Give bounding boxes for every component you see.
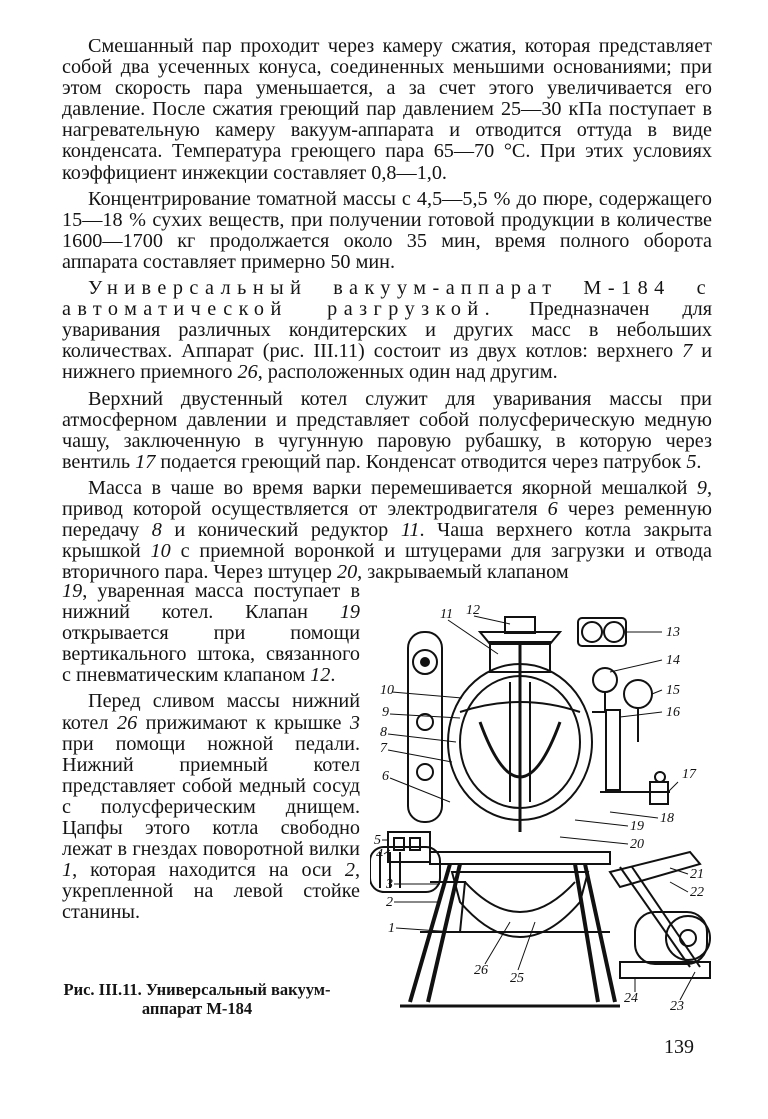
figure-label: 24: [624, 991, 638, 1006]
figure-label: 12: [466, 603, 480, 618]
figure-label: 4: [376, 847, 383, 862]
paragraph-mixing-continued: 19, уваренная масса поступает в нижний котел. Клапан 19 открывается при помощи вертикального штока, связанного с пневматическим клапаном 12.: [62, 580, 360, 687]
figure-wrap-region: [62, 478, 712, 583]
figure-label: 7: [380, 741, 387, 756]
vacuum-gauge: [624, 680, 652, 708]
figure-label: 18: [660, 811, 674, 826]
lower-boiler: [452, 872, 588, 937]
figure-label: 14: [666, 653, 680, 668]
figure-label: 17: [682, 767, 696, 782]
figure-label: 10: [380, 683, 394, 698]
figure-label: 25: [510, 971, 524, 986]
figure-label: 20: [630, 837, 644, 852]
gauge-left: [582, 622, 602, 642]
figure-label: 13: [666, 625, 680, 640]
gauge-right: [604, 622, 624, 642]
figure-label: 3: [386, 877, 393, 892]
figure-label: 2: [386, 895, 393, 910]
figure-caption: Рис. III.11. Универсальный вакуум-аппарат М-184: [63, 980, 331, 1018]
figure-label: 19: [630, 819, 644, 834]
figure-label: 11: [440, 607, 453, 622]
paragraph-universal-apparatus: Универсальный вакуум-аппарат М-184 с автоматической разгрузкой. Предназначен для уваривания различных кондитерских и других масс в небольших количествах. Аппарат (рис. III.11) состоит из двух котлов: верхнего 7 и нижнего приемного 26, расположенных один над другим.: [62, 277, 712, 384]
figure-label: 1: [388, 921, 395, 936]
vacuum-apparatus-figure: [370, 602, 730, 1022]
paragraph-mixing: Масса в чаше во время варки перемешивается якорной мешалкой 9, привод которой осуществляется от электродвигателя 6 через ременную передачу 8 и конический редуктор 11. Чаша верхнего котла закрыта крышкой 10 с приемной воронкой и штуцерами для загрузки и отвода вторичного пара. Через штуцер 20, закрываемый клапаном: [62, 476, 712, 584]
page-number: 139: [664, 1036, 694, 1058]
paragraph-steam-compression: Смешанный пар проходит через камеру сжатия, которая представляет собой два усеченных конуса, соединенных меньшими основаниями; при этом скорость пара уменьшается, а за счет этого увеличивается его давление. После сжатия греющий пар давлением 25—30 кПа поступает в нагревательную камеру вакуум-аппарата и отводится оттуда в виде конденсата. Температура греющего пара 65—70 °С. При этих условиях коэффициент инжекции составляет 0,8—1,0.: [62, 35, 712, 184]
paragraph-upper-boiler: Верхний двустенный котел служит для уваривания массы при атмосферном давлении и представляет собой полусферическую медную чашу, заключенную в чугунную паровую рубашку, в которую через вентиль 17 подается греющий пар. Конденсат отводится через патрубок 5.: [62, 387, 712, 473]
left-column-text: [62, 581, 360, 924]
page-body: [62, 36, 712, 583]
figure-label: 21: [690, 867, 704, 882]
paragraph-lower-boiler: Перед сливом массы нижний котел 26 прижимают к крышке 3 при помощи ножной педали. Нижний приемный котел представляет собой медный сосуд с полусферическим днищем. Цапфы этого котла свободно лежат в гнездах поворотной вилки 1, которая находится на оси 2, укрепленной на левой стойке станины.: [62, 690, 360, 924]
figure-label: 6: [382, 769, 389, 784]
figure-label: 26: [474, 963, 488, 978]
figure-label: 9: [382, 705, 389, 720]
figure-label: 5: [374, 833, 381, 848]
section-heading-spaced: Универсальный вакуум-аппарат М-184 с автоматической разгрузкой.: [62, 277, 712, 321]
paragraph-tomato-concentration: Концентрирование томатной массы с 4,5—5,5 % до пюре, содержащего 15—18 % сухих веществ, при получении готовой продукции в количестве 1600—1700 кг продолжается около 35 мин, время полного оборота аппарата составляет примерно 50 мин.: [62, 187, 712, 273]
figure-label: 23: [670, 999, 684, 1014]
figure-label: 22: [690, 885, 704, 900]
figure-label: 8: [380, 725, 387, 740]
figure-label: 16: [666, 705, 680, 720]
figure-label: 15: [666, 683, 680, 698]
